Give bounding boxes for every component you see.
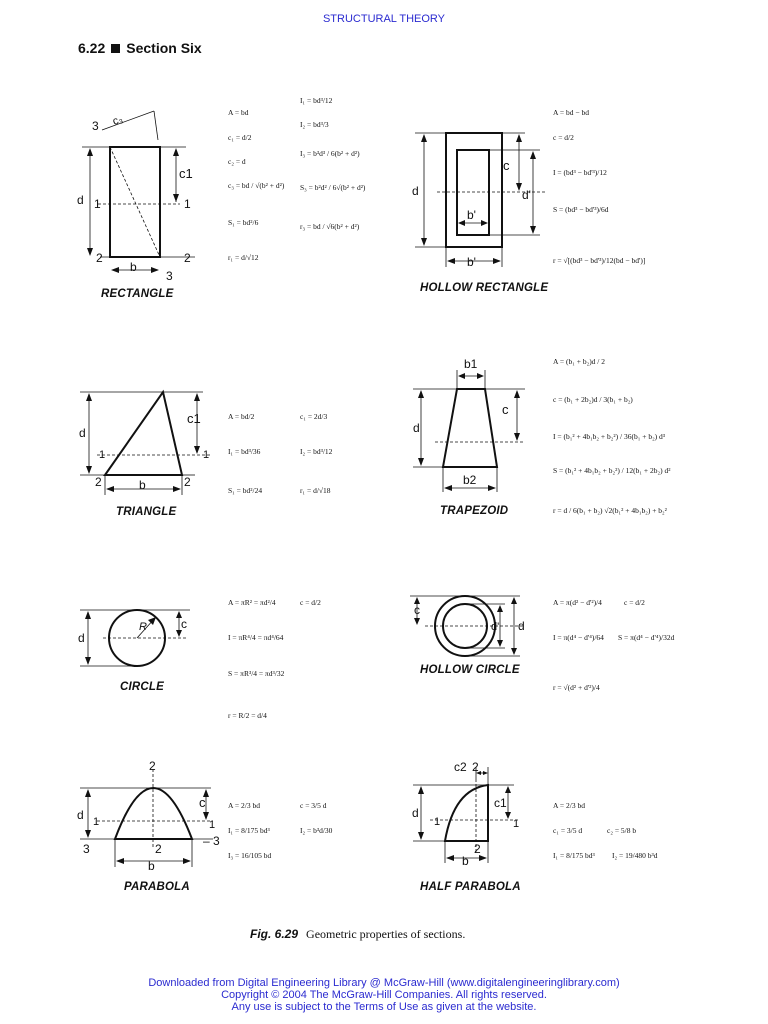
- rect-formula-c2: c₂ = d: [228, 157, 246, 166]
- trap-formula-r: r = d / 6(b₁ + b₂) √2(b₁² + 4b₁b₂) + b₂²: [553, 506, 667, 515]
- trap-label-b1: b1: [464, 357, 478, 371]
- para-label-3-right: – 3: [203, 834, 220, 848]
- triangle-diagram: [75, 385, 225, 510]
- trapezoid-diagram: [405, 352, 545, 502]
- rect-label-3-bottom: 3: [166, 269, 173, 283]
- hrect-formula-i: I = (bd³ − bd'³)/12: [553, 168, 607, 177]
- trap-label-b2: b2: [463, 473, 477, 487]
- rectangle-caption: RECTANGLE: [101, 288, 174, 300]
- rect-label-c3: c₃: [111, 113, 125, 128]
- footer-download-link[interactable]: Downloaded from Digital Engineering Library @ McGraw-Hill (www.digitalengineeringlibrary.com): [148, 977, 620, 989]
- hpara-label-1-left: 1: [434, 816, 441, 828]
- hpara-label-c2: c2: [454, 760, 467, 774]
- tri-formula-i2: I₂ = bd³/12: [300, 447, 333, 456]
- hpara-formula-c2: c₂ = 5/8 b: [607, 826, 637, 835]
- circle-formula-i: I = πR⁴/4 = πd⁴/64: [228, 633, 284, 642]
- para-formula-c: c = 3/5 d: [300, 801, 327, 810]
- rect-formula-r3: r₃ = bd / √6(b² + d²): [300, 222, 360, 231]
- para-label-3-left: 3: [83, 842, 90, 856]
- para-label-d: d: [77, 808, 84, 822]
- tri-label-1-left: 1: [99, 449, 106, 461]
- trap-label-d: d: [413, 421, 420, 435]
- rect-formula-i3: I₃ = b³d³ / 6(b² + d²): [300, 149, 360, 158]
- rect-label-1-left: 1: [94, 197, 101, 211]
- hpara-label-2-bottom: 2: [474, 842, 481, 856]
- rect-formula-i2: I₂ = bd³/3: [300, 120, 329, 129]
- hpara-formula-c1: c₁ = 3/5 d: [553, 826, 583, 835]
- section-heading: [78, 40, 202, 56]
- hrect-label-c: c: [503, 158, 510, 173]
- footer-terms[interactable]: Any use is subject to the Terms of Use as given at the website.: [231, 1001, 537, 1013]
- tri-formula-a: A = bd/2: [228, 412, 255, 421]
- para-label-b: b: [148, 859, 155, 873]
- parabola-caption: PARABOLA: [124, 881, 190, 893]
- hcircle-label-c: c: [414, 603, 420, 617]
- hpara-label-1-right: 1: [513, 818, 520, 830]
- para-formula-i2: I₂ = b³d/30: [300, 826, 333, 835]
- hrect-label-d: d: [412, 184, 419, 198]
- trap-formula-a: A = (b₁ + b₂)d / 2: [553, 357, 606, 366]
- trapezoid-caption: TRAPEZOID: [440, 505, 509, 517]
- tri-label-b: b: [139, 478, 146, 492]
- section-bullet-icon: [111, 44, 120, 53]
- trap-formula-i: I = (b₁² + 4b₁b₂ + b₂²) / 36(b₁ + b₂) d³: [553, 432, 666, 441]
- hollow-circle-caption: HOLLOW CIRCLE: [420, 664, 520, 676]
- tri-formula-i1: I₁ = bd³/36: [228, 447, 261, 456]
- hcircle-label-d2: d': [491, 621, 500, 633]
- hcircle-formula-c: c = d/2: [624, 598, 645, 607]
- tri-label-d: d: [79, 426, 86, 440]
- circle-diagram: [75, 598, 205, 678]
- figure-label: Fig. 6.29: [250, 927, 299, 941]
- hpara-formula-i1: I₁ = 8/175 bd³: [553, 851, 595, 860]
- footer: [0, 977, 768, 1013]
- para-formula-i1: I₁ = 8/175 bd³: [228, 826, 270, 835]
- rect-formula-i1: I₁ = bd³/12: [300, 96, 333, 105]
- tri-label-1-right: 1: [203, 449, 210, 461]
- hcircle-formula-i: I = π(d⁴ − d'⁴)/64: [553, 633, 604, 642]
- rect-formula-s3: S₃ = b²d² / 6√(b² + d²): [300, 183, 366, 192]
- para-label-2-top: 2: [149, 759, 156, 773]
- rect-formula-r1: r₁ = d/√12: [228, 253, 259, 262]
- figure-caption-text: Geometric properties of sections.: [306, 927, 466, 941]
- rect-formula-a: A = bd: [228, 108, 249, 117]
- running-header: STRUCTURAL THEORY: [322, 13, 446, 25]
- hcircle-label-d: d: [518, 619, 525, 633]
- hollow-rectangle-caption: HOLLOW RECTANGLE: [420, 282, 549, 294]
- figure-caption: [250, 927, 465, 942]
- hcircle-formula-a: A = π(d² − d'²)/4: [553, 598, 602, 607]
- rect-formula-c3: c₃ = bd / √(b² + d²): [228, 181, 285, 190]
- hpara-formula-i2: I₂ = 19/480 b³d: [612, 851, 658, 860]
- hpara-label-b: b: [462, 854, 469, 868]
- hpara-label-d: d: [412, 806, 419, 820]
- para-formula-a: A = 2/3 bd: [228, 801, 260, 810]
- parabola-diagram: [75, 757, 225, 872]
- circle-formula-r: r = R/2 = d/4: [228, 711, 267, 720]
- para-label-c: c: [199, 795, 206, 810]
- rectangle-diagram: [70, 110, 230, 290]
- rect-label-b: b: [130, 260, 137, 274]
- hcircle-formula-r: r = √(d² + d'²)/4: [553, 683, 600, 692]
- para-label-2-bottom: 2: [155, 842, 162, 856]
- trap-formula-s: S = (b₁² + 4b₁b₂ + b₂²) / 12(b₁ + 2b₂) d²: [553, 466, 671, 475]
- hrect-label-b-outer: b': [467, 255, 476, 269]
- hcircle-formula-s: S = π(d⁴ − d'⁴)/32d: [618, 633, 675, 642]
- hpara-formula-a: A = 2/3 bd: [553, 801, 585, 810]
- footer-copyright: Copyright © 2004 The McGraw-Hill Companies. All rights reserved.: [221, 989, 547, 1001]
- hpara-label-2-top: 2: [472, 760, 479, 774]
- rect-label-d: d: [77, 193, 84, 207]
- rect-label-2-left: 2: [96, 251, 103, 265]
- half-parabola-caption: HALF PARABOLA: [420, 881, 521, 893]
- para-label-1-right: 1: [209, 819, 216, 831]
- circle-formula-c: c = d/2: [300, 598, 321, 607]
- section-title: Section Six: [126, 40, 202, 56]
- para-formula-i3: I₃ = 16/105 bd: [228, 851, 272, 860]
- hrect-label-d2: d': [522, 188, 531, 202]
- circle-label-d: d: [78, 631, 85, 645]
- hollow-circle-diagram: [410, 592, 535, 672]
- tri-formula-c1: c₁ = 2d/3: [300, 412, 328, 421]
- circle-formula-a: A = πR² = πd²/4: [228, 598, 276, 607]
- triangle-caption: TRIANGLE: [116, 506, 177, 518]
- tri-label-2-right: 2: [184, 475, 191, 489]
- rect-label-1-right: 1: [184, 197, 191, 211]
- tri-formula-r1: r₁ = d/√18: [300, 486, 331, 495]
- rect-label-c1: c1: [179, 166, 193, 181]
- circle-label-r: R: [139, 621, 147, 633]
- hpara-label-c1: c1: [494, 796, 507, 810]
- section-number: 6.22: [78, 40, 106, 56]
- rect-formula-s1: S₁ = bd²/6: [228, 218, 259, 227]
- hrect-formula-a: A = bd − bd: [553, 108, 589, 117]
- tri-formula-s1: S₁ = bd²/24: [228, 486, 263, 495]
- hrect-label-b-inner: b': [467, 208, 476, 222]
- rect-label-2-right: 2: [184, 251, 191, 265]
- hrect-formula-r: r = √[(bd³ − bd'³)/12(bd − bd')]: [553, 256, 646, 265]
- rect-label-3-top: 3: [92, 119, 99, 133]
- trap-label-c: c: [502, 402, 509, 417]
- hrect-formula-c: c = d/2: [553, 133, 574, 142]
- circle-formula-s: S = πR³/4 = πd³/32: [228, 669, 285, 678]
- half-parabola-diagram: [410, 757, 540, 872]
- circle-caption: CIRCLE: [120, 681, 165, 693]
- tri-label-2-left: 2: [95, 475, 102, 489]
- tri-label-c1: c1: [187, 411, 201, 426]
- circle-label-c: c: [181, 617, 187, 631]
- rect-formula-c1: c₁ = d/2: [228, 133, 252, 142]
- hollow-rectangle-diagram: [405, 125, 555, 285]
- para-label-1-left: 1: [93, 816, 100, 828]
- trap-formula-c: c = (b₁ + 2b₂)d / 3(b₁ + b₂): [553, 395, 633, 404]
- hrect-formula-s: S = (bd³ − bd'³)/6d: [553, 205, 609, 214]
